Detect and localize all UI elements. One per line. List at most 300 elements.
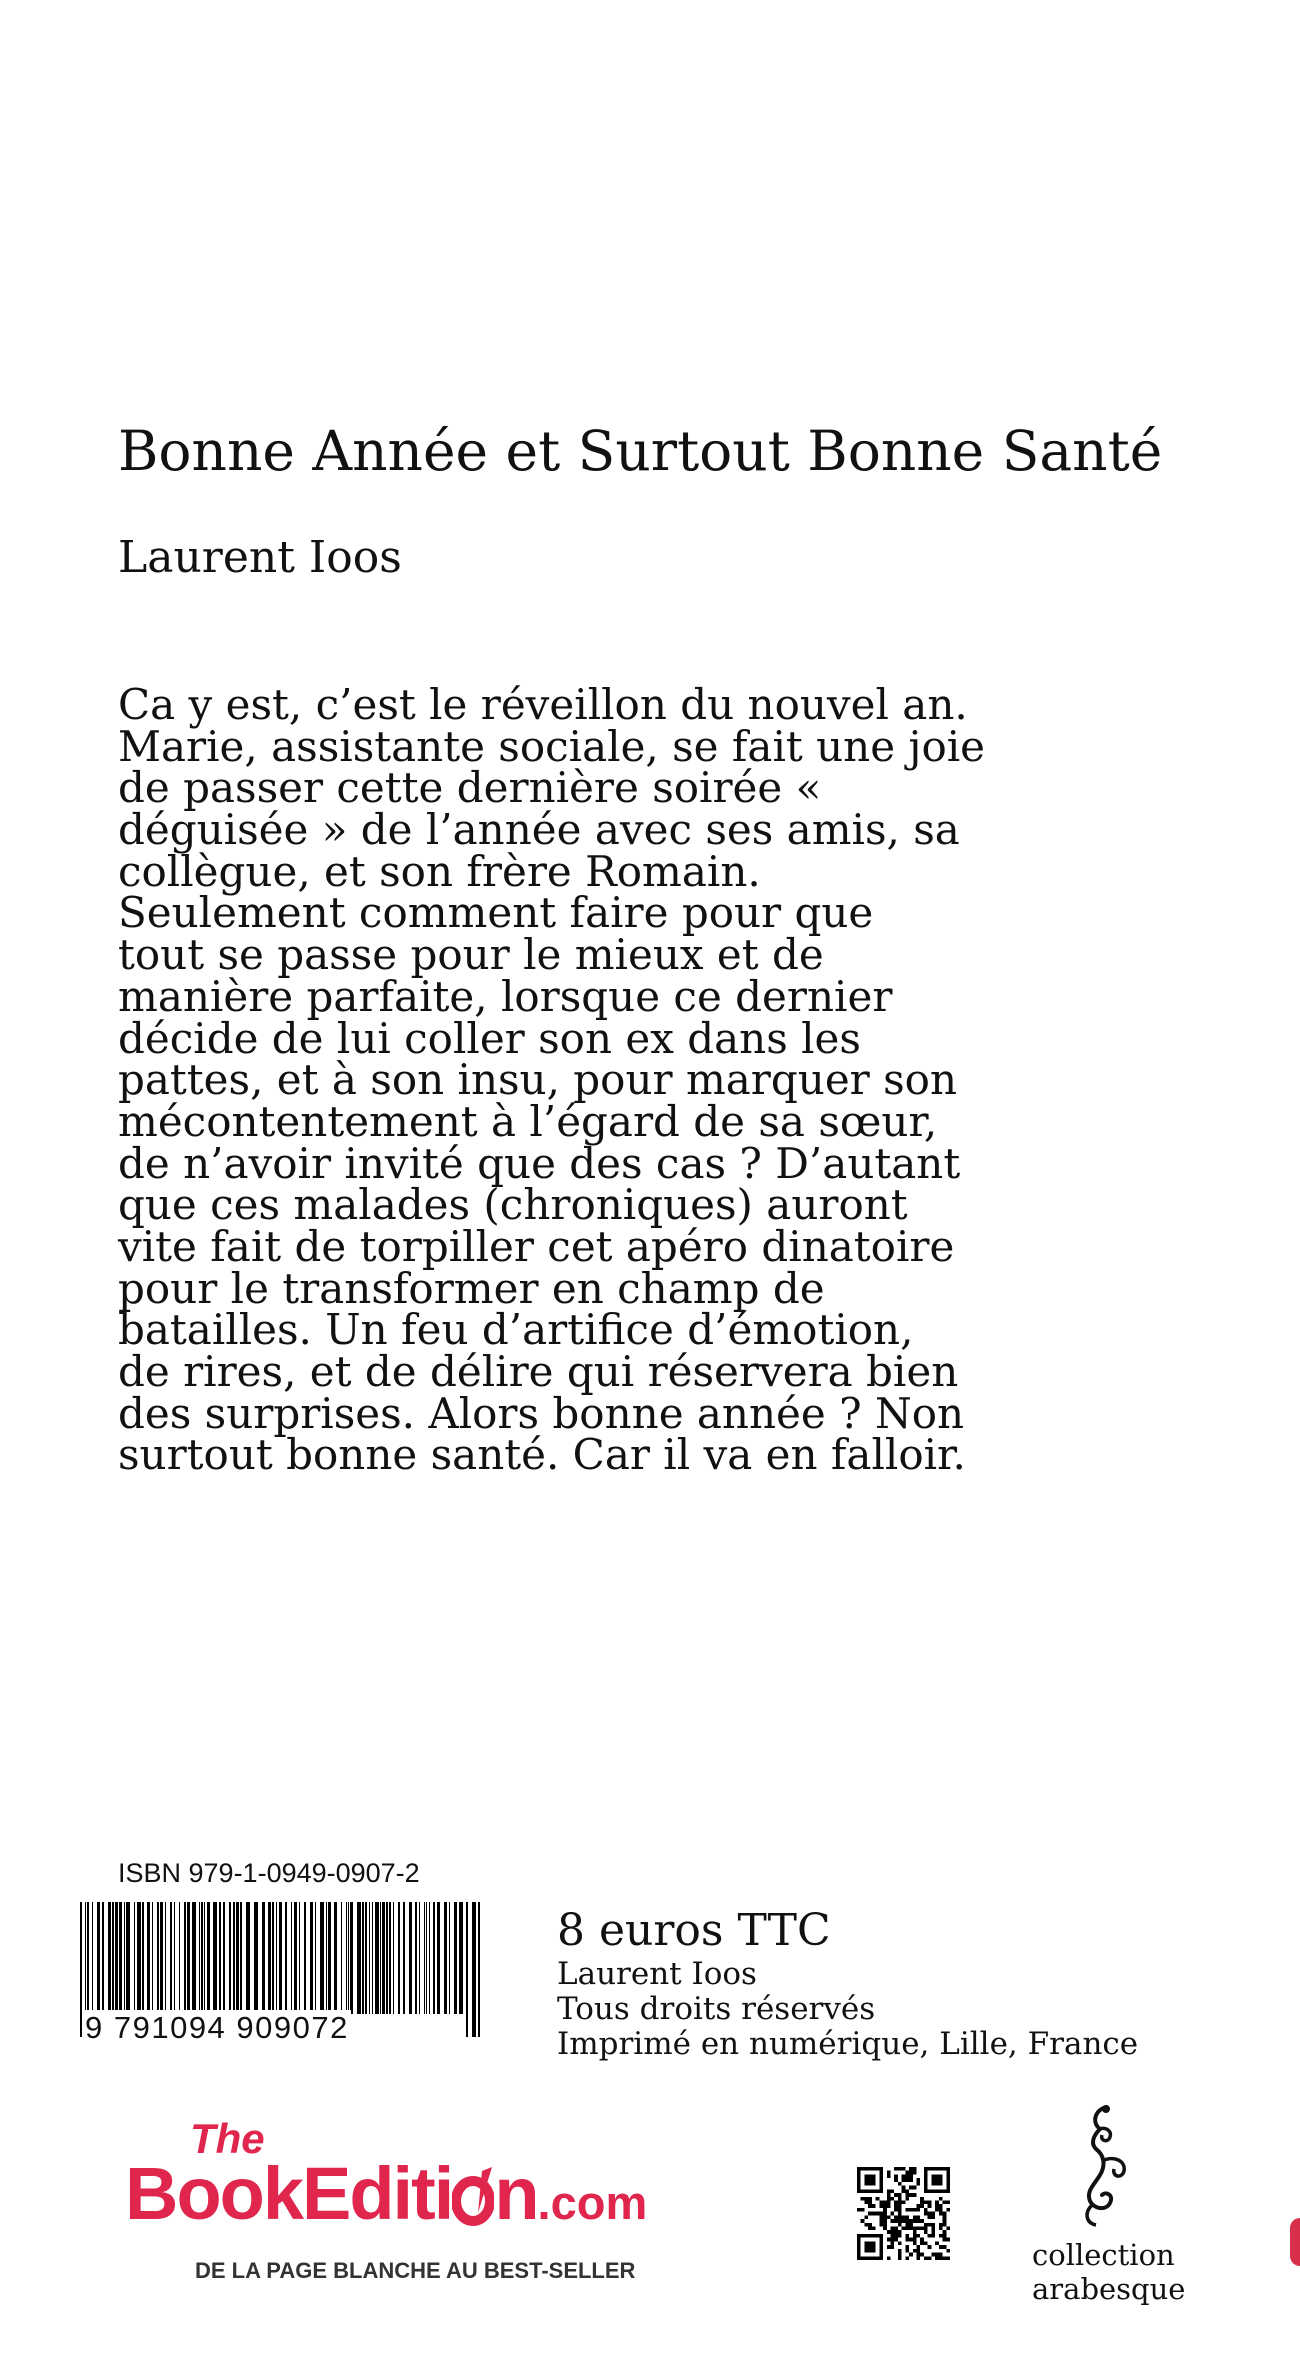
blurb-line: vite fait de torpiller cet apéro dinatoire: [118, 1221, 955, 1271]
qr-module: [879, 2215, 883, 2219]
qr-module: [943, 2245, 947, 2249]
qr-module: [913, 2227, 917, 2231]
qr-module: [917, 2234, 921, 2238]
qr-module: [946, 2249, 950, 2253]
barcode-bar: [262, 1902, 265, 2014]
qr-finder-module: [931, 2174, 942, 2185]
qr-module: [887, 2197, 891, 2201]
barcode-bar: [433, 1902, 435, 2014]
qr-module: [879, 2212, 883, 2216]
qr-module: [935, 2253, 939, 2257]
barcode-bar: [152, 1902, 153, 2014]
qr-module: [917, 2245, 921, 2249]
barcode-digits: 9 791094 909072: [85, 2010, 349, 2045]
qr-module: [946, 2200, 950, 2204]
blurb-line: tout se passe pour le mieux et de: [118, 930, 824, 980]
barcode-bar: [389, 1902, 391, 2014]
blurb-line: des surprises. Alors bonne année ? Non: [118, 1388, 965, 1438]
qr-module: [905, 2197, 909, 2201]
barcode-bar: [229, 1902, 231, 2014]
qr-module: [894, 2204, 898, 2208]
qr-module: [883, 2208, 887, 2212]
qr-module: [913, 2230, 917, 2234]
blurb-line: décide de lui coller son ex dans les: [118, 1013, 861, 1063]
qr-module: [883, 2200, 887, 2204]
arabesque-ornament-icon: [1066, 2105, 1136, 2227]
qr-module: [943, 2230, 947, 2234]
qr-module: [924, 2256, 928, 2260]
qr-module: [887, 2215, 891, 2219]
qr-module: [939, 2234, 943, 2238]
logo-name-end: n: [494, 2152, 538, 2235]
qr-module: [946, 2208, 950, 2212]
qr-module: [917, 2204, 921, 2208]
qr-module: [898, 2197, 902, 2201]
qr-module: [913, 2249, 917, 2253]
barcode-bar: [415, 1902, 417, 2014]
barcode-bar: [92, 1902, 93, 2014]
barcode-bar: [160, 1902, 163, 2014]
qr-module: [939, 2208, 943, 2212]
barcode-bar: [291, 1902, 292, 2014]
qr-module: [931, 2230, 935, 2234]
qr-module: [868, 2223, 872, 2227]
qr-module: [902, 2178, 906, 2182]
barcode-bar: [199, 1902, 200, 2014]
qr-module: [931, 2215, 935, 2219]
blurb-line: que ces malades (chroniques) auront: [118, 1180, 908, 1230]
qr-module: [894, 2200, 898, 2204]
qr-module: [909, 2253, 913, 2257]
barcode-bar: [350, 1902, 353, 2014]
qr-module: [943, 2215, 947, 2219]
qr-module: [946, 2238, 950, 2242]
blurb-line: Seulement comment faire pour que: [118, 888, 874, 938]
back-cover-blurb: [118, 680, 986, 1480]
qr-module: [913, 2171, 917, 2175]
blurb-line: surtout bonne santé. Car il va en falloir.: [118, 1430, 966, 1480]
barcode-bar: [320, 1902, 324, 2014]
barcode-bar: [80, 1902, 82, 2037]
qr-module: [917, 2249, 921, 2253]
qr-module: [913, 2234, 917, 2238]
qr-module: [905, 2208, 909, 2212]
qr-module: [890, 2245, 894, 2249]
pen-nib-icon: [452, 2167, 494, 2227]
qr-module: [939, 2256, 943, 2260]
qr-module: [928, 2200, 932, 2204]
barcode-bar: [137, 1902, 141, 2014]
qr-module: [868, 2212, 872, 2216]
qr-module: [931, 2223, 935, 2227]
barcode-bar: [236, 1902, 239, 2014]
qr-module: [902, 2215, 906, 2219]
barcode-bar: [372, 1902, 373, 2014]
qr-module: [909, 2219, 913, 2223]
qr-module: [905, 2256, 909, 2260]
logo-com: .com: [537, 2176, 648, 2229]
rights-notice: Tous droits réservés: [557, 1991, 876, 2027]
qr-module: [861, 2197, 865, 2201]
qr-module: [898, 2223, 902, 2227]
qr-module: [924, 2200, 928, 2204]
qr-module: [909, 2171, 913, 2175]
qr-module: [894, 2178, 898, 2182]
qr-module: [939, 2204, 943, 2208]
qr-module: [913, 2215, 917, 2219]
qr-module: [946, 2256, 950, 2260]
barcode-bar: [170, 1902, 172, 2014]
barcode-bar: [362, 1902, 364, 2014]
barcode-bar: [328, 1902, 331, 2014]
barcode-bar: [124, 1902, 125, 2014]
qr-module: [931, 2253, 935, 2257]
qr-module: [868, 2204, 872, 2208]
qr-module: [902, 2189, 906, 2193]
qr-module: [917, 2215, 921, 2219]
blurb-line: Marie, assistante sociale, se fait une joie: [118, 721, 986, 771]
qr-module: [894, 2167, 898, 2171]
barcode-bar: [184, 1902, 186, 2014]
qr-module: [894, 2215, 898, 2219]
collection-line-2: arabesque: [1032, 2272, 1186, 2306]
barcode-bar: [219, 1902, 221, 2014]
qr-module: [913, 2241, 917, 2245]
qr-module: [935, 2204, 939, 2208]
qr-module: [913, 2219, 917, 2223]
qr-module: [890, 2227, 894, 2231]
qr-module: [917, 2178, 921, 2182]
qr-module: [894, 2227, 898, 2231]
qr-module: [898, 2256, 902, 2260]
qr-module: [879, 2204, 883, 2208]
blurb-line: pattes, et à son insu, pour marquer son: [118, 1055, 957, 1105]
qr-module: [920, 2253, 924, 2257]
barcode-bar: [393, 1902, 394, 2014]
qr-module: [890, 2219, 894, 2223]
barcode-bar: [382, 1902, 385, 2014]
qr-module: [890, 2230, 894, 2234]
barcode-bar: [398, 1902, 400, 2014]
logo-the: The: [190, 2115, 265, 2162]
qr-module: [943, 2200, 947, 2204]
qr-module: [905, 2234, 909, 2238]
blurb-line: de rires, et de délire qui réservera bien: [118, 1347, 959, 1396]
qr-module: [894, 2208, 898, 2212]
qr-module: [894, 2230, 898, 2234]
barcode-bar: [375, 1902, 379, 2014]
barcode-bar: [201, 1902, 203, 2014]
barcode-bar: [346, 1902, 347, 2014]
qr-module: [943, 2234, 947, 2238]
blurb-line: déguisée » de l’année avec ses amis, sa: [118, 805, 960, 855]
qr-module: [931, 2234, 935, 2238]
qr-module: [909, 2223, 913, 2227]
barcode-bar: [472, 1902, 476, 2037]
barcode-bar: [204, 1902, 205, 2014]
qr-module: [864, 2197, 868, 2201]
qr-module: [868, 2227, 872, 2231]
qr-module: [890, 2238, 894, 2242]
qr-module: [920, 2219, 924, 2223]
barcode-bar: [276, 1902, 277, 2014]
barcode-bar: [369, 1902, 370, 2014]
qr-finder-module: [864, 2174, 875, 2185]
qr-module: [946, 2227, 950, 2231]
book-title: Bonne Année et Surtout Bonne Santé: [118, 419, 1163, 483]
qr-module: [917, 2208, 921, 2212]
qr-module: [898, 2204, 902, 2208]
qr-module: [920, 2227, 924, 2231]
qr-module: [909, 2208, 913, 2212]
barcode-bar: [426, 1902, 427, 2014]
qr-module: [887, 2204, 891, 2208]
qr-module: [887, 2230, 891, 2234]
qr-module: [898, 2167, 902, 2171]
barcode-bar: [409, 1902, 412, 2014]
qr-module: [887, 2256, 891, 2260]
qr-module: [928, 2204, 932, 2208]
barcode-bar: [380, 1902, 381, 2014]
qr-module: [879, 2219, 883, 2223]
edge-decoration: [1290, 2218, 1300, 2266]
barcode-bar: [341, 1902, 342, 2014]
barcode-bar: [365, 1902, 367, 2014]
barcode-bar: [213, 1902, 217, 2014]
barcode-bar: [444, 1902, 447, 2014]
qr-module: [887, 2200, 891, 2204]
barcode-bar: [268, 1902, 271, 2014]
barcode-bar: [134, 1902, 135, 2014]
qr-module: [902, 2219, 906, 2223]
colophon: [557, 1905, 1138, 2062]
qr-module: [898, 2212, 902, 2216]
barcode-bar: [174, 1902, 175, 2014]
collection-label: [1032, 2238, 1186, 2306]
qr-module: [887, 2245, 891, 2249]
qr-module: [924, 2227, 928, 2231]
qr-module: [943, 2219, 947, 2223]
qr-module: [924, 2223, 928, 2227]
barcode-bar: [112, 1902, 114, 2014]
barcode-bar: [334, 1902, 337, 2014]
qr-module: [905, 2223, 909, 2227]
qr-module: [898, 2208, 902, 2212]
qr-module: [898, 2234, 902, 2238]
qr-module: [876, 2212, 880, 2216]
qr-module: [928, 2234, 932, 2238]
qr-module: [931, 2212, 935, 2216]
qr-module: [872, 2204, 876, 2208]
qr-module: [917, 2256, 921, 2260]
qr-module: [924, 2230, 928, 2234]
barcode-bar: [437, 1902, 440, 2014]
qr-module: [939, 2212, 943, 2216]
barcode-bar: [429, 1902, 430, 2014]
qr-module: [868, 2200, 872, 2204]
qr-module: [894, 2193, 898, 2197]
qr-module: [902, 2200, 906, 2204]
qr-module: [883, 2204, 887, 2208]
qr-module: [939, 2197, 943, 2201]
qr-module: [894, 2174, 898, 2178]
qr-module: [905, 2178, 909, 2182]
qr-module: [868, 2197, 872, 2201]
print-info: Imprimé en numérique, Lille, France: [557, 2026, 1139, 2062]
qr-module: [905, 2189, 909, 2193]
qr-module: [879, 2200, 883, 2204]
qr-module: [920, 2197, 924, 2201]
qr-module: [935, 2241, 939, 2245]
qr-module: [864, 2200, 868, 2204]
blurb-line: manière parfaite, lorsque ce dernier: [118, 971, 893, 1021]
qr-module: [913, 2167, 917, 2171]
qr-module: [939, 2227, 943, 2231]
blurb-line: collègue, et son frère Romain.: [118, 846, 761, 896]
qr-module: [872, 2227, 876, 2231]
qr-module: [898, 2182, 902, 2186]
qr-module: [902, 2227, 906, 2231]
qr-module: [928, 2245, 932, 2249]
barcode-bar: [246, 1902, 250, 2014]
qr-module: [913, 2193, 917, 2197]
qr-module: [890, 2197, 894, 2201]
qr-module: [905, 2215, 909, 2219]
barcode-bar: [240, 1902, 242, 2014]
qr-module: [890, 2189, 894, 2193]
qr-module: [898, 2230, 902, 2234]
barcode-bar: [424, 1902, 425, 2014]
barcode-bar: [192, 1902, 196, 2014]
colophon-author: Laurent Ioos: [557, 1956, 757, 1992]
barcode-bar: [126, 1902, 130, 2014]
blurb-line: de passer cette dernière soirée «: [118, 763, 822, 813]
qr-module: [864, 2223, 868, 2227]
collection-line-1: collection: [1032, 2238, 1175, 2272]
qr-module: [913, 2186, 917, 2190]
qr-module: [902, 2174, 906, 2178]
qr-module: [939, 2245, 943, 2249]
qr-module: [917, 2182, 921, 2186]
blurb-line: mécontentement à l’égard de sa sœur,: [118, 1096, 938, 1146]
qr-module: [879, 2223, 883, 2227]
barcode-bar: [419, 1902, 420, 2014]
qr-module: [920, 2204, 924, 2208]
qr-module: [883, 2215, 887, 2219]
qr-module: [928, 2223, 932, 2227]
qr-module: [909, 2186, 913, 2190]
barcode-bar: [254, 1902, 258, 2014]
qr-module: [905, 2238, 909, 2242]
qr-module: [887, 2171, 891, 2175]
barcode-bar: [466, 1902, 468, 2037]
qr-module: [876, 2197, 880, 2201]
qr-module: [861, 2219, 865, 2223]
qr-module: [898, 2253, 902, 2257]
barcode-bar: [299, 1902, 300, 2014]
qr-module: [898, 2219, 902, 2223]
logo-name: BookEditi: [125, 2152, 453, 2235]
qr-module: [928, 2212, 932, 2216]
barcode-bar: [478, 1902, 480, 2037]
qr-module: [890, 2241, 894, 2245]
qr-module: [909, 2227, 913, 2231]
qr-module: [894, 2238, 898, 2242]
barcode-bar: [157, 1902, 159, 2014]
qr-module: [902, 2186, 906, 2190]
barcode-bar: [272, 1902, 274, 2014]
barcode-bar: [304, 1902, 306, 2014]
qr-module: [898, 2193, 902, 2197]
qr-module: [905, 2174, 909, 2178]
blurb-line: batailles. Un feu d’artifice d’émotion,: [118, 1305, 914, 1355]
barcode-bar: [357, 1902, 361, 2014]
isbn-label: ISBN 979-1-0949-0907-2: [118, 1858, 420, 1888]
barcode-bar: [187, 1902, 190, 2014]
qr-module: [920, 2238, 924, 2242]
qr-module: [943, 2238, 947, 2242]
qr-module: [905, 2193, 909, 2197]
qr-module: [917, 2227, 921, 2231]
qr-module: [857, 2208, 861, 2212]
blurb-line: pour le transformer en champ de: [118, 1263, 825, 1313]
barcode-bar: [315, 1902, 316, 2014]
qr-module: [939, 2223, 943, 2227]
qr-module: [939, 2253, 943, 2257]
barcode-bar: [97, 1902, 100, 2014]
qr-module: [887, 2174, 891, 2178]
qr-module: [905, 2219, 909, 2223]
qr-module: [920, 2200, 924, 2204]
qr-code-icon: [857, 2167, 950, 2260]
qr-module: [898, 2200, 902, 2204]
qr-module: [917, 2253, 921, 2257]
barcode-bar: [403, 1902, 405, 2014]
qr-module: [924, 2241, 928, 2245]
price: 8 euros TTC: [557, 1905, 831, 1956]
qr-module: [883, 2227, 887, 2231]
qr-module: [928, 2215, 932, 2219]
qr-module: [905, 2171, 909, 2175]
qr-module: [909, 2193, 913, 2197]
barcode-bar: [179, 1902, 180, 2014]
qr-module: [917, 2219, 921, 2223]
qr-module: [924, 2212, 928, 2216]
logo-wordmark: [125, 2154, 647, 2243]
qr-module: [943, 2256, 947, 2260]
qr-module: [902, 2167, 906, 2171]
qr-module: [898, 2215, 902, 2219]
qr-module: [894, 2234, 898, 2238]
qr-module: [898, 2249, 902, 2253]
qr-module: [913, 2208, 917, 2212]
barcode-bar: [142, 1902, 144, 2014]
qr-module: [909, 2174, 913, 2178]
qr-module: [920, 2241, 924, 2245]
qr-module: [890, 2234, 894, 2238]
qr-module: [905, 2227, 909, 2231]
qr-module: [898, 2241, 902, 2245]
barcode-bar: [119, 1902, 122, 2014]
barcode-bar: [233, 1902, 235, 2014]
barcode-bar: [449, 1902, 450, 2014]
qr-module: [887, 2193, 891, 2197]
qr-module: [935, 2208, 939, 2212]
qr-module: [943, 2212, 947, 2216]
barcode-bar: [454, 1902, 457, 2014]
qr-module: [883, 2212, 887, 2216]
qr-module: [905, 2245, 909, 2249]
